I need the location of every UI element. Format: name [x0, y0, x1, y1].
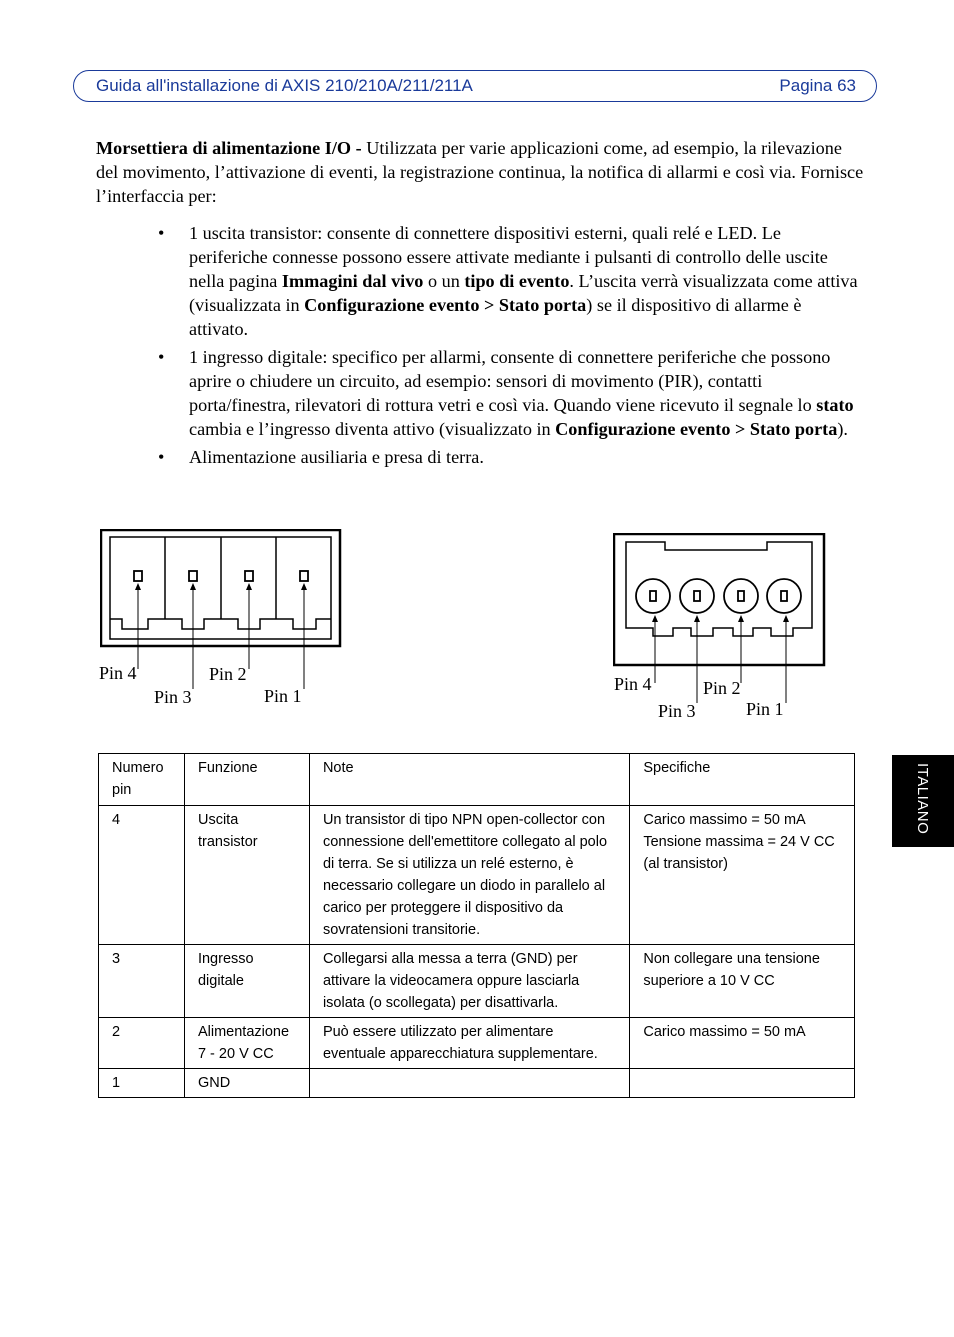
- table-cell: Carico massimo = 50 mA: [630, 1018, 855, 1069]
- table-cell: Collegarsi alla messa a terra (GND) per attivare la videocamera oppure lasciarla isolata (o scollegata) per disattivarla.: [309, 945, 629, 1018]
- table-cell: Un transistor di tipo NPN open-collector con connessione dell'emettitore collegato al polo di terra. Se si utilizza un relé esterno, è necessario collegare un diodo in parallelo al carico per proteggere il dispositivo da sovratensioni transitorie.: [309, 806, 629, 945]
- table-cell: 1: [99, 1069, 185, 1098]
- table-cell: [630, 1069, 855, 1098]
- right-pin1-label: Pin 1: [746, 699, 784, 719]
- list-text: 1 ingresso digitale: specifico per allarmi, consente di connettere periferiche che possono aprire o chiudere un circuito, ad esempio: sensori di movimento (PIR), contatti porta/finestra, rilevatori di rottura vetri e così via. Quando viene ricevuto il segnale lo: [189, 347, 831, 415]
- list-bold: Immagini dal vivo: [281, 271, 424, 291]
- table-cell: [309, 1069, 629, 1098]
- column-header: Numero pin: [99, 754, 185, 806]
- bullet-icon: •: [158, 447, 165, 467]
- list-bold: stato: [816, 395, 854, 415]
- right-pin2-label: Pin 2: [703, 678, 741, 698]
- list-bold: Configurazione evento > Stato porta: [304, 295, 587, 315]
- table-row: [99, 1018, 855, 1069]
- page-number: Pagina 63: [779, 76, 856, 95]
- list-item: [158, 445, 858, 469]
- table-cell: GND: [184, 1069, 309, 1098]
- list-item: [158, 221, 858, 341]
- header-title: Guida all'installazione di AXIS 210/210A/211/211A: [96, 76, 473, 95]
- intro-paragraph: [96, 136, 866, 208]
- list-text: ) se il dispositivo di allarme è attivato.: [189, 295, 802, 339]
- list-item: [158, 345, 858, 441]
- table-cell: Uscita transistor: [184, 806, 309, 945]
- table-row: [99, 806, 855, 945]
- list-bold: tipo di evento: [464, 271, 570, 291]
- bullet-icon: •: [158, 223, 165, 243]
- table-cell: 2: [99, 1018, 185, 1069]
- table-cell: Alimentazione 7 - 20 V CC: [184, 1018, 309, 1069]
- bullet-icon: •: [158, 347, 165, 367]
- left-pin2-label: Pin 2: [209, 664, 247, 684]
- table-row: [99, 945, 855, 1018]
- intro-text: Utilizzata per varie applicazioni come, ad esempio, la rilevazione del movimento, l’attivazione di eventi, la registrazione continua, la notifica di allarmi e così via. Fornisce l’interfaccia per:: [96, 138, 864, 206]
- list-bold: Configurazione evento > Stato porta: [555, 419, 838, 439]
- left-pin1-label: Pin 1: [264, 686, 302, 706]
- table-row: [99, 1069, 855, 1098]
- table-cell: Carico massimo = 50 mA Tensione massima = 24 V CC (al transistor): [630, 806, 855, 945]
- table-cell: 4: [99, 806, 185, 945]
- table-cell: Non collegare una tensione superiore a 10 V CC: [630, 945, 855, 1018]
- right-pin4-label: Pin 4: [614, 674, 652, 694]
- list-text: ).: [837, 419, 848, 439]
- language-tab-label: ITALIANO: [914, 763, 931, 835]
- list-text: Alimentazione ausiliaria e presa di terra.: [189, 447, 484, 467]
- table-cell: Può essere utilizzato per alimentare eventuale apparecchiatura supplementare.: [309, 1018, 629, 1069]
- right-pin3-label: Pin 3: [658, 701, 696, 721]
- column-header: Note: [309, 754, 629, 806]
- table-header-row: [99, 754, 855, 806]
- pin-spec-table: [98, 753, 855, 1098]
- column-header: Specifiche: [630, 754, 855, 806]
- list-text: 1 uscita transistor: consente di connettere dispositivi esterni, quali relé e LED. Le periferiche connesse possono essere attivate mediante i pulsanti di controllo delle uscite nella pagina: [189, 223, 828, 291]
- column-header: Funzione: [184, 754, 309, 806]
- intro-heading: Morsettiera di alimentazione I/O -: [96, 138, 362, 158]
- feature-list: [158, 221, 858, 473]
- table-cell: 3: [99, 945, 185, 1018]
- left-pin4-label: Pin 4: [99, 663, 137, 683]
- left-pin3-label: Pin 3: [154, 687, 192, 707]
- page-header: [73, 70, 877, 102]
- table-cell: Ingresso digitale: [184, 945, 309, 1018]
- list-text: . L’uscita verrà visualizzata come attiva (visualizzata in: [189, 271, 858, 315]
- list-text: cambia e l’ingresso diventa attivo (visualizzato in: [189, 419, 556, 439]
- language-tab: [892, 755, 954, 847]
- list-text: o un: [423, 271, 465, 291]
